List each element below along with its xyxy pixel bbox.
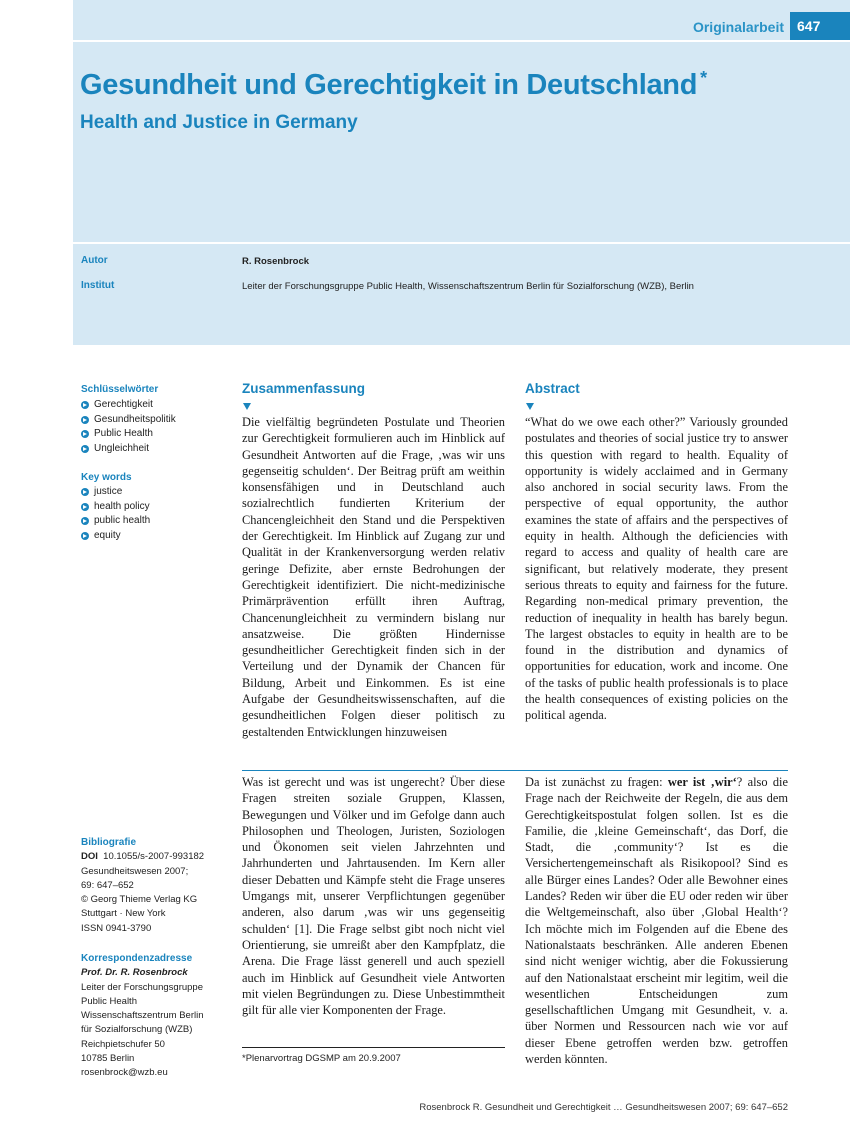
keywords-en-list: [81, 485, 150, 543]
institute-label: Institut: [81, 280, 115, 291]
abstract-heading: Abstract: [525, 381, 580, 396]
abstract-text: “What do we owe each other?” Variously grounded postulates and theories of social justice try to answer this question with regard to health. Equality of opportunity is widely acclaimed and in Germany also anchored in social security laws. From the perspective of equal opportunity, the author examines the state of affairs and the perspectives of equity in health. Although the deficiencies with regard to access and quality of health care are significant, but relatively moderate, they present serious threats to equity and fairness for the future. Regarding non-medical primary prevention, the reduction of inequality in health has barely begun. The largest obstacles to equity in health are to be found in the distribution and dynamics of opportunities for education, work and income. One of the tasks of public health professionals is to place the health consequences of existing policies on the political agenda.: [525, 415, 788, 723]
bibliography-block: [81, 836, 204, 936]
institute-name: Leiter der Forschungsgruppe Public Health, Wissenschaftszentrum Berlin für Sozialforschung (WZB), Berlin: [242, 281, 694, 292]
header-rule-lower: [73, 242, 850, 244]
correspondence-block: [81, 952, 203, 1081]
keyword-item: Public Health: [81, 427, 176, 442]
publisher-line: © Georg Thieme Verlag KG: [81, 894, 198, 906]
address-line: Wissenschaftszentrum Berlin: [81, 1010, 204, 1022]
bullet-arrow-icon: [81, 517, 89, 525]
address-line: Leiter der Forschungsgruppe: [81, 981, 203, 993]
address-line: 10785 Berlin: [81, 1053, 135, 1065]
running-footer: Rosenbrock R. Gesundheit und Gerechtigkeit … Gesundheitswesen 2007; 69: 647–652: [419, 1102, 788, 1113]
issn-line: ISSN 0941-3790: [81, 922, 152, 934]
keywords-en-heading: Key words: [81, 472, 132, 483]
header-rule: [73, 40, 850, 42]
page-number: 647: [790, 12, 850, 40]
zusammenfassung-heading: Zusammenfassung: [242, 381, 366, 396]
bibliography-heading: Bibliografie: [81, 837, 137, 848]
emphasis-text: wer ist ‚wir‘: [667, 775, 737, 789]
keyword-item: public health: [81, 514, 150, 529]
keyword-item: health policy: [81, 500, 150, 515]
section-label: Originalarbeit: [692, 19, 784, 35]
correspondence-heading: Korrespondenzadresse: [81, 953, 193, 964]
author-label: Autor: [81, 255, 108, 266]
footnote: *Plenarvortrag DGSMP am 20.9.2007: [242, 1053, 401, 1064]
footnote-rule: [242, 1047, 505, 1048]
zusammenfassung-text: Die vielfältig begründeten Postulate und Theorien zur Gerechtigkeit formulieren auch im Hinblick auf Gesundheit Antworten auf die Frage, ‚was wir uns gegenseitig schulden‘. Der Beitrag prüft am weithin konsensfähigen und in Deutschland auch sozialrechtlich fundierten Kriterium der Chancengleichheit den Stand und die Perspektiven der Gerechtigkeit. Im Hinblick auf Zugang zur und Qualität in der Krankenversorgung werden relativ geringe Defizite, aber ernste Bedrohungen der Gerechtigkeit identifiziert. Die nicht-medizinische Primärprävention erfüllt ihren Auftrag, Chancenungleichheit zu vermindern bislang nur ansatzweise. Die größten Hindernisse gesundheitlicher Gerechtigkeit finden sich in der Verteilung und der Dynamik der Chancen für Bildung, Arbeit und Einkommen. Es ist eine Aufgabe der Gesundheitswissenschaften, auf die gesundheitlichen Folgen dieser politisch zu gestaltenden Entwicklungen hinzuweisen: [242, 415, 505, 739]
address-line: für Sozialforschung (WZB): [81, 1024, 193, 1036]
volume-pages: 69: 647–652: [81, 879, 134, 891]
correspondent-name: Prof. Dr. R. Rosenbrock: [81, 967, 188, 979]
article-subtitle: Health and Justice in Germany: [80, 112, 358, 133]
bullet-arrow-icon: [81, 503, 89, 511]
keyword-item: Ungleichheit: [81, 442, 176, 457]
title-text: Gesundheit und Gerechtigkeit in Deutschland: [80, 69, 698, 101]
bullet-arrow-icon: [81, 532, 89, 540]
title-footnote-mark: *: [700, 68, 707, 88]
bullet-arrow-icon: [81, 488, 89, 496]
keyword-item: Gesundheitspolitik: [81, 413, 176, 428]
doi-line: DOI 10.1055/s-2007-993182: [81, 851, 205, 863]
journal-line: Gesundheitswesen 2007;: [81, 865, 189, 877]
bullet-arrow-icon: [81, 416, 89, 424]
down-triangle-icon: [243, 403, 251, 410]
publisher-place: Stuttgart · New York: [81, 908, 166, 920]
section-divider: [242, 770, 788, 771]
keyword-item: Gerechtigkeit: [81, 398, 176, 413]
down-triangle-icon: [526, 403, 534, 410]
article-title: [80, 68, 707, 102]
address-line: Public Health: [81, 995, 137, 1007]
keywords-de-list: [81, 398, 176, 456]
keywords-de-heading: Schlüsselwörter: [81, 384, 159, 395]
doi-value: 10.1055/s-2007-993182: [103, 851, 205, 863]
header-band: [73, 0, 850, 345]
bullet-arrow-icon: [81, 401, 89, 409]
address-line: Reichpietschufer 50: [81, 1038, 165, 1050]
body-column-2: Da ist zunächst zu fragen: wer ist ‚wir‘? also die Frage nach der Reichweite der Regeln, die aus dem Gerechtigkeitspostulat folgen sollen. Ist es die Familie, die ‚kleine Gemeinschaft‘, das Dorf, die Stadt, die ‚community‘? Ist es die Versichertengemeinschaft als Risikopool? Sind es alle Bürger eines Landes? Oder alle Bewohner eines Landes? Reden wir über die EU oder reden wir über die Weltgemeinschaft, also über ‚Global Health‘? Ich möchte mich im Folgenden auf die Ebene des Nationalstaats beschränken. Alle anderen Ebenen sind nicht weniger wichtig, aber die Fokussierung auf den Nationalstaat erscheint mir legitim, weil die wesentlichen Entscheidungen zum gesellschaftlichen Umgang mit Gesundheit, v. a. über Normen und Ressourcen nach wie vor auf dieser Ebene getroffen werden bzw. getroffen werden könnten.: [525, 775, 788, 1067]
author-name: R. Rosenbrock: [242, 256, 310, 267]
keyword-item: justice: [81, 485, 150, 500]
bullet-arrow-icon: [81, 430, 89, 438]
body-column-1: Was ist gerecht und was ist ungerecht? Über diese Fragen streiten soziale Gruppen, Klassen, Bewegungen und Völker und im Gefolge dann auch Philosophen und Theologen, Juristen, Soziologen und Ökonomen seit vielen Jahrzehnten und Jahrhunderten und Jahrtausenden. Im Kern aller dieser Debatten und Kämpfe steht die Frage unseres Umgangs mit, unserer Verpflichtungen gegenüber anderen, also darum ‚was wir uns gegenseitig schulden‘ [1]. Die Frage selbst gibt noch nicht viel Orientierung, sie umreißt aber den Kampfplatz, die Arena. Die Frage lässt generell und auch speziell auch im Hinblick auf Gesundheit viele Antworten mit vielen Begründungen zu. Diese Unbestimmtheit gilt für alle vier Komponenten der Frage.: [242, 775, 505, 1018]
email-link[interactable]: rosenbrock@wzb.eu: [81, 1067, 168, 1079]
bullet-arrow-icon: [81, 445, 89, 453]
keyword-item: equity: [81, 529, 150, 544]
